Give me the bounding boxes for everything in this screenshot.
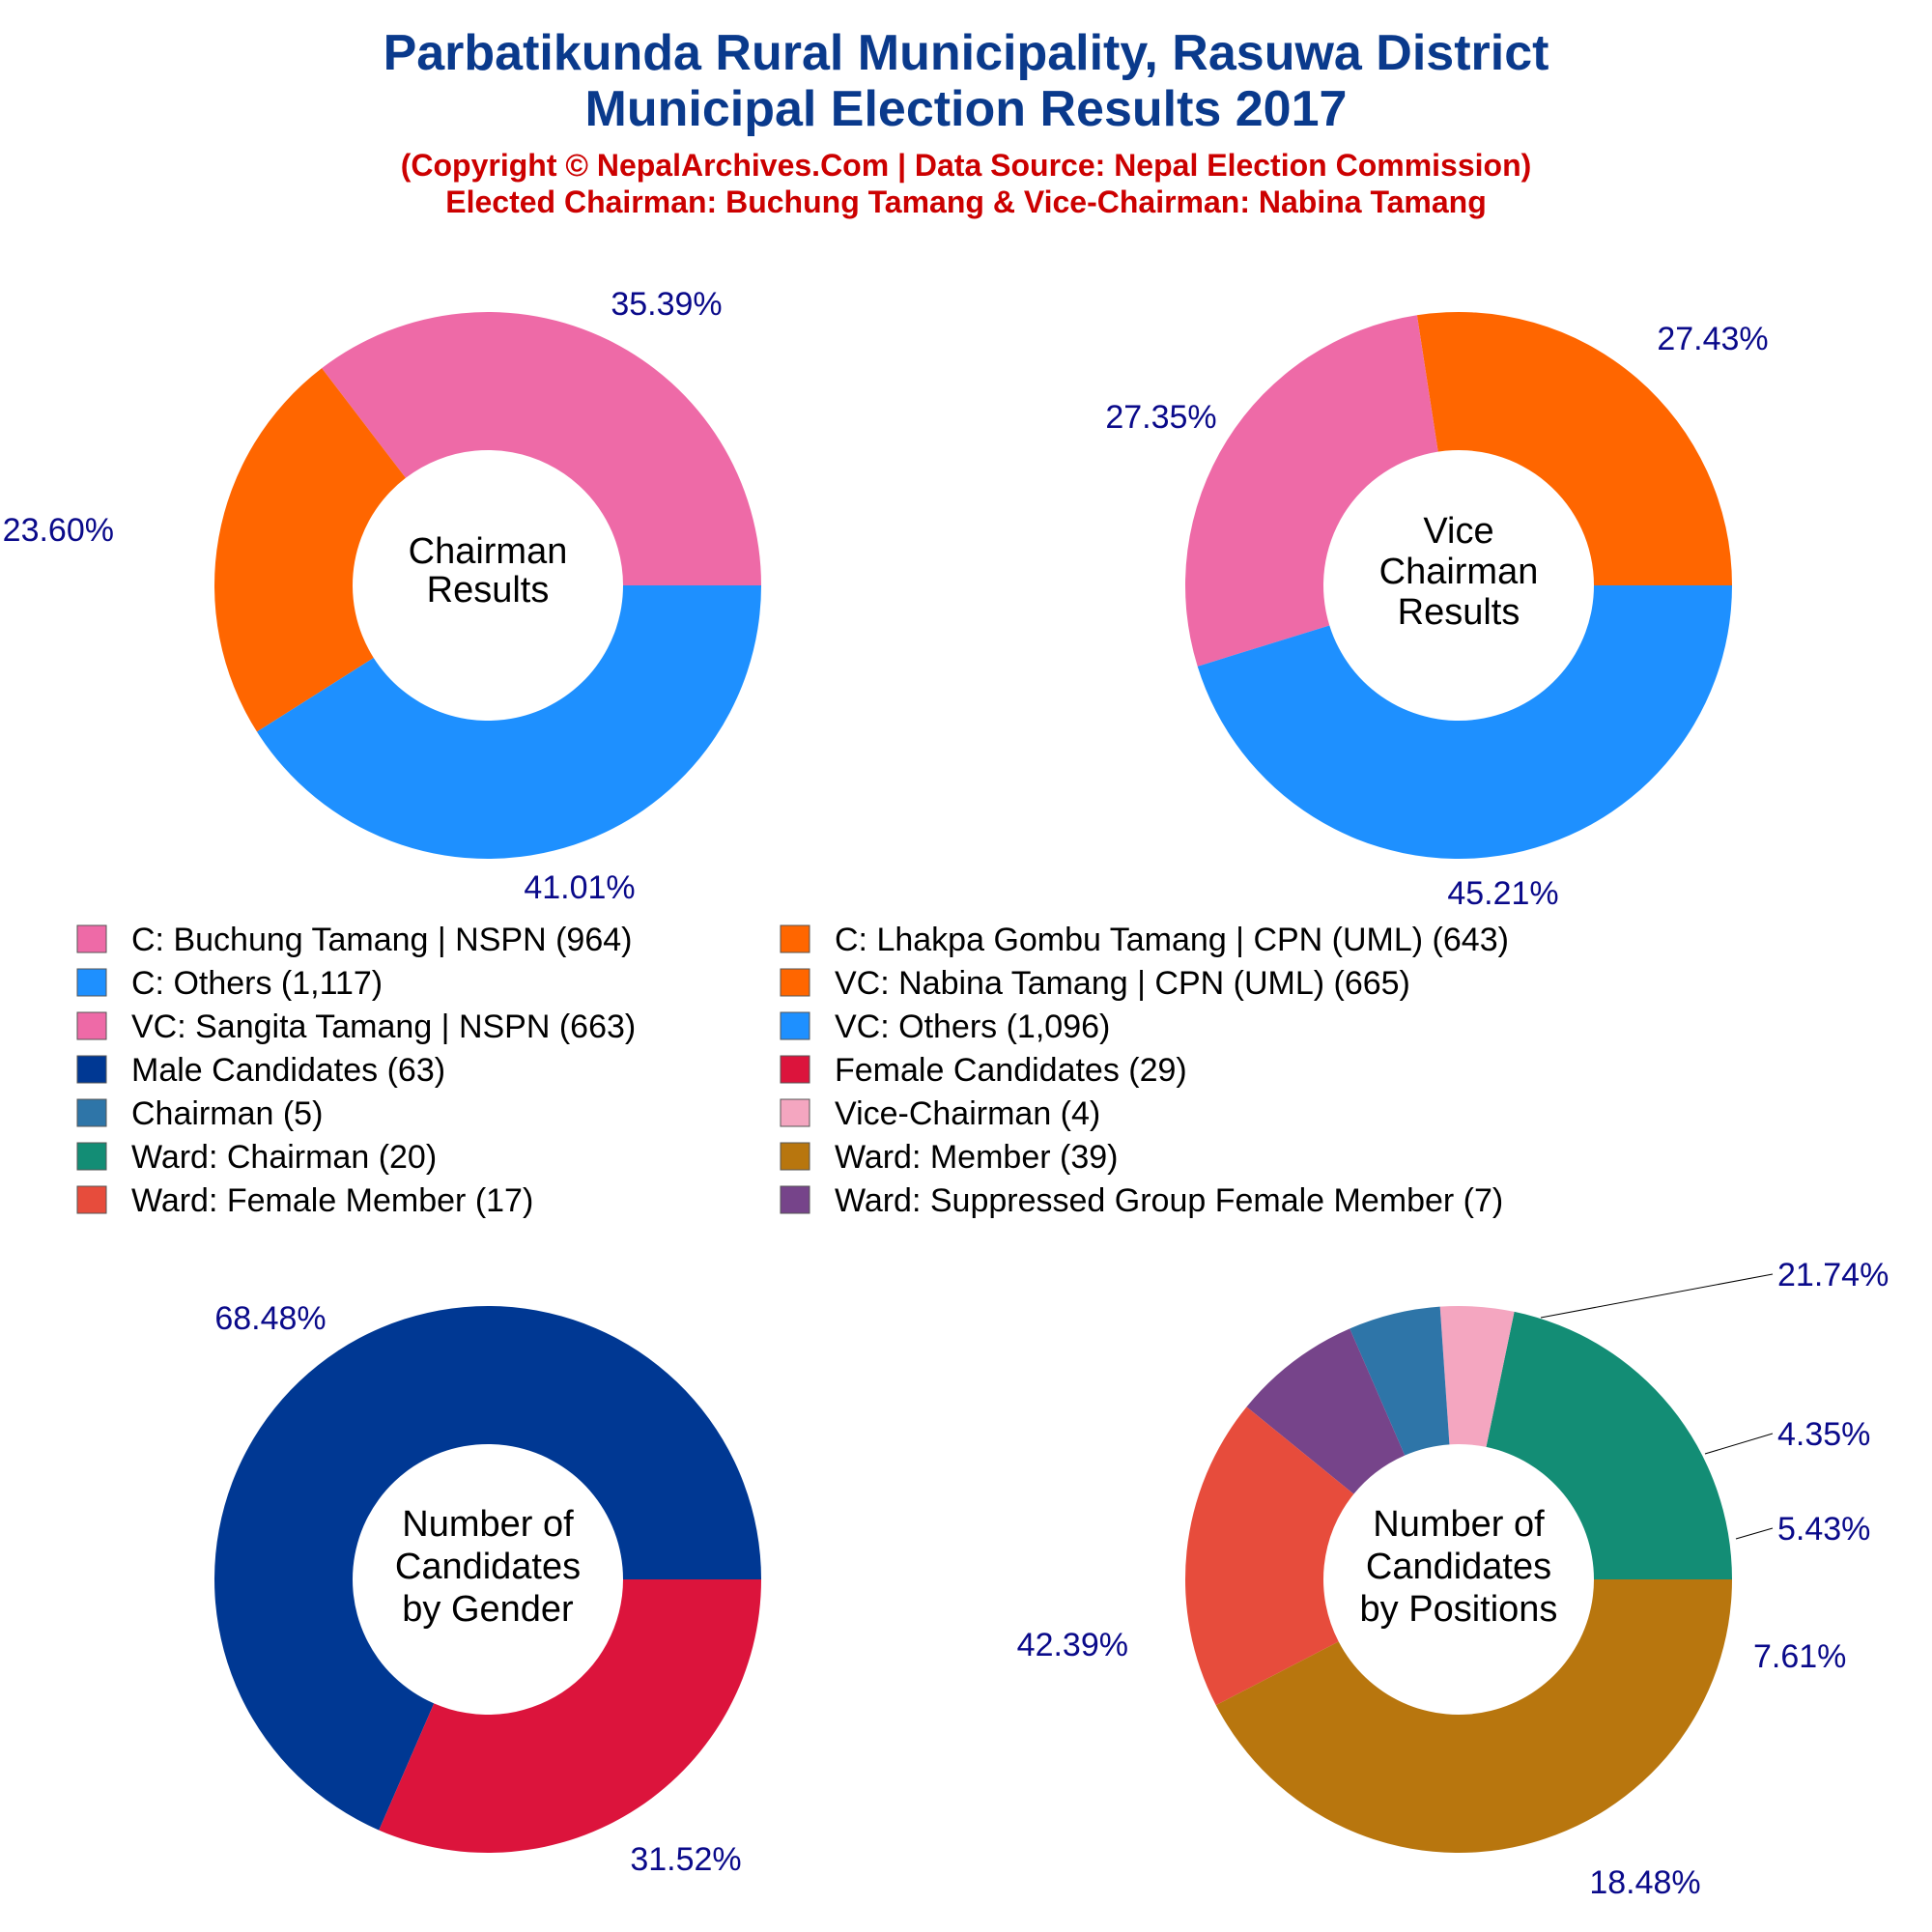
legend-item <box>77 1095 323 1132</box>
donut-center-label: Candidates <box>1365 1547 1552 1587</box>
legend-swatch <box>77 1186 106 1213</box>
legend-swatch <box>77 925 106 952</box>
percent-label: 41.01% <box>524 869 636 906</box>
legend-swatch <box>77 1012 106 1039</box>
percent-label: 31.52% <box>630 1841 742 1878</box>
donut-center-label: Number of <box>402 1504 574 1545</box>
chart-title-line1: Parbatikunda Rural Municipality, Rasuwa District <box>383 25 1549 81</box>
donut-center-label: Chairman <box>408 531 568 572</box>
legend-item <box>781 922 1509 958</box>
donut-center-label: by Gender <box>402 1589 574 1630</box>
legend-swatch <box>781 969 810 996</box>
legend-swatch <box>77 969 106 996</box>
donut-center-label: Results <box>1397 592 1520 633</box>
legend-swatch <box>77 1056 106 1083</box>
legend-swatch <box>781 1056 810 1083</box>
donut-center-label: Results <box>426 570 550 611</box>
leader-line <box>1705 1434 1773 1454</box>
legend-item <box>77 1052 445 1089</box>
donut-chart-2 <box>1105 312 1768 912</box>
legend-item <box>77 1182 533 1219</box>
legend-swatch <box>781 1143 810 1170</box>
percent-label: 27.35% <box>1105 399 1217 436</box>
legend-label: C: Lhakpa Gombu Tamang | CPN (UML) (643) <box>835 922 1509 958</box>
chart-title-line2: Municipal Election Results 2017 <box>584 81 1348 137</box>
leader-line <box>1541 1274 1773 1318</box>
legend-item <box>781 1009 1110 1045</box>
donut-chart-4 <box>1017 1257 1889 1901</box>
legend-label: VC: Nabina Tamang | CPN (UML) (665) <box>835 965 1410 1002</box>
legend-label: C: Others (1,117) <box>131 965 384 1002</box>
percent-label: 35.39% <box>611 286 723 323</box>
legend-label: Chairman (5) <box>131 1095 324 1132</box>
legend-label: VC: Others (1,096) <box>835 1009 1111 1045</box>
percent-label: 4.35% <box>1777 1416 1871 1453</box>
donut-chart-3 <box>214 1300 761 1878</box>
legend-item <box>781 1095 1100 1132</box>
percent-label: 68.48% <box>214 1300 327 1337</box>
donut-chart-1 <box>3 286 761 906</box>
leader-line <box>1736 1528 1773 1539</box>
percent-label: 5.43% <box>1777 1511 1871 1548</box>
legend-item <box>781 1182 1503 1219</box>
percent-label: 45.21% <box>1447 875 1559 912</box>
percent-label: 18.48% <box>1589 1864 1701 1901</box>
legend-swatch <box>781 1099 810 1126</box>
legend-item <box>781 1139 1118 1176</box>
legend-item <box>77 1009 636 1045</box>
legend-item <box>77 965 383 1002</box>
legend-swatch <box>781 1186 810 1213</box>
legend-item <box>781 965 1410 1002</box>
legend-item <box>77 922 632 958</box>
legend-label: Ward: Female Member (17) <box>131 1182 534 1219</box>
donut-center-label: Vice <box>1423 511 1494 552</box>
legend-label: Ward: Member (39) <box>835 1139 1119 1176</box>
donut-center-label: by Positions <box>1359 1589 1558 1630</box>
legend-swatch <box>77 1099 106 1126</box>
chart-subtitle-line1: (Copyright © NepalArchives.Com | Data Source: Nepal Election Commission) <box>400 148 1532 183</box>
legend-label: VC: Sangita Tamang | NSPN (663) <box>131 1009 637 1045</box>
donut-center-label: Chairman <box>1378 552 1539 592</box>
legend-swatch <box>77 1143 106 1170</box>
legend-label: Female Candidates (29) <box>835 1052 1187 1089</box>
legend-label: C: Buchung Tamang | NSPN (964) <box>131 922 633 958</box>
percent-label: 21.74% <box>1777 1257 1889 1293</box>
legend-label: Male Candidates (63) <box>131 1052 446 1089</box>
legend-item <box>77 1139 437 1176</box>
legend-label: Vice-Chairman (4) <box>835 1095 1101 1132</box>
legend-label: Ward: Chairman (20) <box>131 1139 438 1176</box>
percent-label: 27.43% <box>1657 321 1769 357</box>
legend-item <box>781 1052 1187 1089</box>
percent-label: 23.60% <box>2 512 114 549</box>
legend <box>77 922 1509 1219</box>
percent-label: 7.61% <box>1753 1638 1847 1675</box>
percent-label: 42.39% <box>1016 1627 1128 1663</box>
chart-subtitle-line2: Elected Chairman: Buchung Tamang & Vice-Chairman: Nabina Tamang <box>445 185 1487 219</box>
donut-center-label: Candidates <box>394 1547 582 1587</box>
legend-swatch <box>781 1012 810 1039</box>
legend-swatch <box>781 925 810 952</box>
legend-label: Ward: Suppressed Group Female Member (7) <box>835 1182 1504 1219</box>
donut-charts <box>3 286 1889 1901</box>
donut-center-label: Number of <box>1373 1504 1545 1545</box>
